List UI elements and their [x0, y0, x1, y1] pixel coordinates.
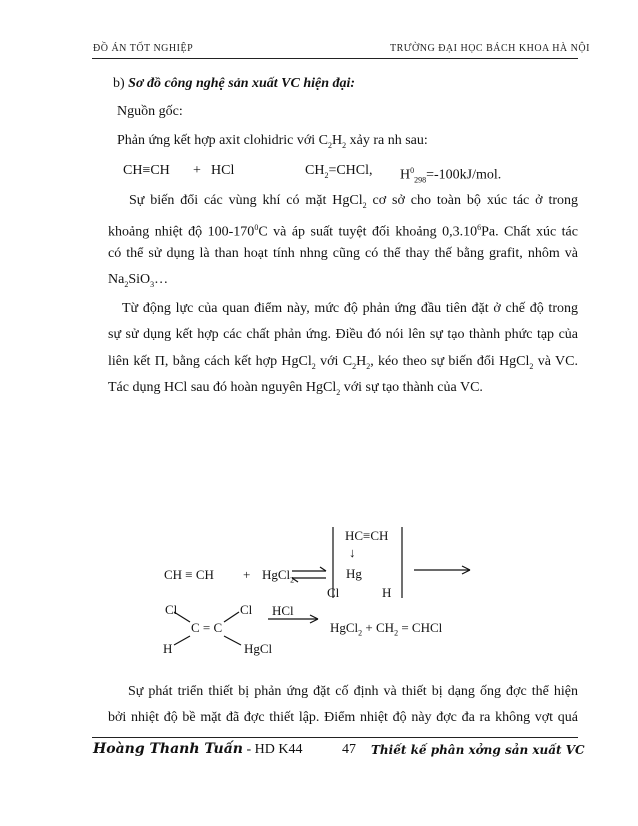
scheme-plus: + — [243, 567, 251, 582]
scheme-hgcl-bottom: HgCl — [244, 641, 273, 656]
eq-product: $CH_2=CHCl$, — [305, 163, 373, 180]
footer-author: Hoàng Thanh Tuấn — [93, 741, 243, 757]
para1-line3: có thể sử dụng là than hoạt tính nhng cũng có thể thay thế bằng grafit, nhôm và — [108, 246, 578, 261]
scheme-cl-right: Cl — [240, 602, 253, 617]
para1-line4: $Na_2SiO_3\dots$ — [108, 272, 169, 289]
eq-reactant-2: HCl — [211, 163, 235, 178]
eq-reactant-1: CH≡CH — [123, 163, 170, 178]
scheme-hcl-label: HCl — [272, 603, 294, 618]
scheme-c-double-c: C = C — [191, 620, 223, 635]
section-label: b) — [113, 76, 125, 91]
complex-hg: Hg — [346, 566, 362, 581]
footer-class: - HD K44 — [242, 742, 303, 757]
footer-rule — [92, 737, 578, 738]
header-right: TRƯỜNG ĐẠI HỌC BÁCH KHOA HÀ NỘI — [390, 43, 590, 54]
scheme-cl-left: Cl — [165, 602, 178, 617]
para2-line3: liên kết Π, bằng cách kết hợp HgCl$_2$ với $C_2H_2$, kéo theo sự biến đổi HgCl$_2$ và VC. — [108, 354, 578, 371]
para2-line4: Tác dụng HCl sau đó hoàn nguyên HgCl$_2$ với sự tạo thành của VC. — [108, 380, 483, 397]
complex-h: H — [382, 585, 392, 600]
section-title: Sơ đồ công nghệ sản xuất VC hiện đại: — [128, 76, 356, 91]
scheme-acetylene: CH ≡ CH — [164, 567, 214, 582]
scheme-hgcl2: HgCl$_2$ — [262, 567, 295, 585]
footer-title: Thiết kế phân xởng sản xuất VC — [371, 743, 585, 757]
para2-line1: Từ động lực của quan điểm này, mức độ phản ứng đầu tiên đặt ở chế độ trong — [122, 301, 578, 316]
eq-plus: + — [193, 163, 201, 178]
para2-line2: sự sử dụng kết hợp các chất phản ứng. Điều đó nói lên sự tạo thành phức tạp của — [108, 327, 578, 342]
para3-line2: bởi nhiệt độ bề mặt đã đợc thiết lập. Điểm nhiệt độ này đợc đa ra không vợt quá — [108, 710, 578, 725]
header-left: ĐỒ ÁN TỐT NGHIỆP — [93, 43, 194, 54]
complex-cl: Cl — [327, 585, 340, 600]
para1-line2: khoảng nhiệt độ $100-170^0C$ và áp suất tuyệt đối khoảng 0,3.10$^6$Pa. Chất xúc tác — [108, 223, 578, 240]
origin-label: Nguồn gốc: — [117, 104, 183, 119]
complex-arrow: ↓ — [349, 545, 356, 560]
scheme-h-bottom: H — [163, 641, 173, 656]
eq-enthalpy: $H^0_{298}=-100kJ$/mol. — [400, 166, 502, 185]
para3-line1: Sự phát triển thiết bị phản ứng đặt cố định và thiết bị dạng ống đợc thể hiện — [128, 684, 578, 699]
footer-author-line — [93, 741, 302, 758]
intro-line: Phản ứng kết hợp axit clohidric với $C_2H_2$ xảy ra nh sau: — [117, 133, 428, 150]
complex-acetylene: HC≡CH — [345, 528, 389, 543]
page-number: 47 — [342, 742, 356, 757]
scheme-products: HgCl$_2$ + $CH_2$ = CHCl — [330, 620, 443, 638]
para1-line1: Sự biến đổi các vùng khí có mặt HgCl$_2$ cơ sở cho toàn bộ xúc tác ở trong — [129, 193, 578, 210]
